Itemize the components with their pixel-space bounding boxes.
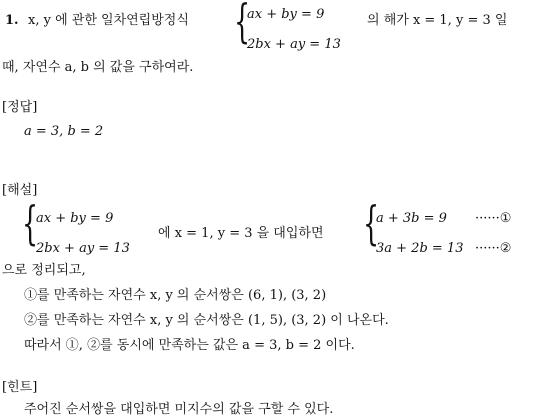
hint-label: [힌트] [2, 380, 38, 395]
system-brace: { [234, 0, 251, 48]
explanation-system2-eq1-tag: ······① [475, 211, 512, 226]
explanation-system1-eq1: ax + by = 9 [36, 211, 114, 226]
explanation-brace-1: { [22, 196, 39, 250]
explanation-brace-2: { [363, 196, 380, 250]
explanation-line-3: ②를 만족하는 자연수 x, y 의 순서쌍은 (1, 5), (3, 2) 이 나온다. [24, 313, 389, 328]
explanation-line-1: 으로 정리되고, [2, 263, 86, 278]
answer-label: [정답] [2, 100, 38, 115]
problem-text-before: x, y 에 관한 일차연립방정식 [28, 13, 189, 28]
answer-text: a = 3, b = 2 [24, 124, 104, 139]
hint-text: 주어진 순서쌍을 대입하면 미지수의 값을 구할 수 있다. [24, 402, 334, 417]
system-eq2: 2bx + ay = 13 [247, 37, 341, 52]
problem-text-after: 의 해가 x = 1, y = 3 일 [367, 13, 508, 28]
explanation-label: [해설] [2, 183, 38, 198]
explanation-line-4: 따라서 ①, ②를 동시에 만족하는 값은 a = 3, b = 2 이다. [24, 338, 355, 353]
problem-line2: 때, 자연수 a, b 의 값을 구하여라. [2, 60, 194, 75]
explanation-system2-eq1: a + 3b = 9 [376, 211, 447, 226]
explanation-middle-text: 에 x = 1, y = 3 을 대입하면 [158, 226, 324, 241]
problem-number: 1. [5, 13, 19, 28]
explanation-system1-eq2: 2bx + ay = 13 [36, 241, 130, 256]
explanation-system2-eq2-tag: ······② [475, 241, 512, 256]
system-eq1: ax + by = 9 [247, 7, 325, 22]
explanation-line-2: ①를 만족하는 자연수 x, y 의 순서쌍은 (6, 1), (3, 2) [24, 288, 327, 303]
explanation-system2-eq2: 3a + 2b = 13 [376, 241, 464, 256]
